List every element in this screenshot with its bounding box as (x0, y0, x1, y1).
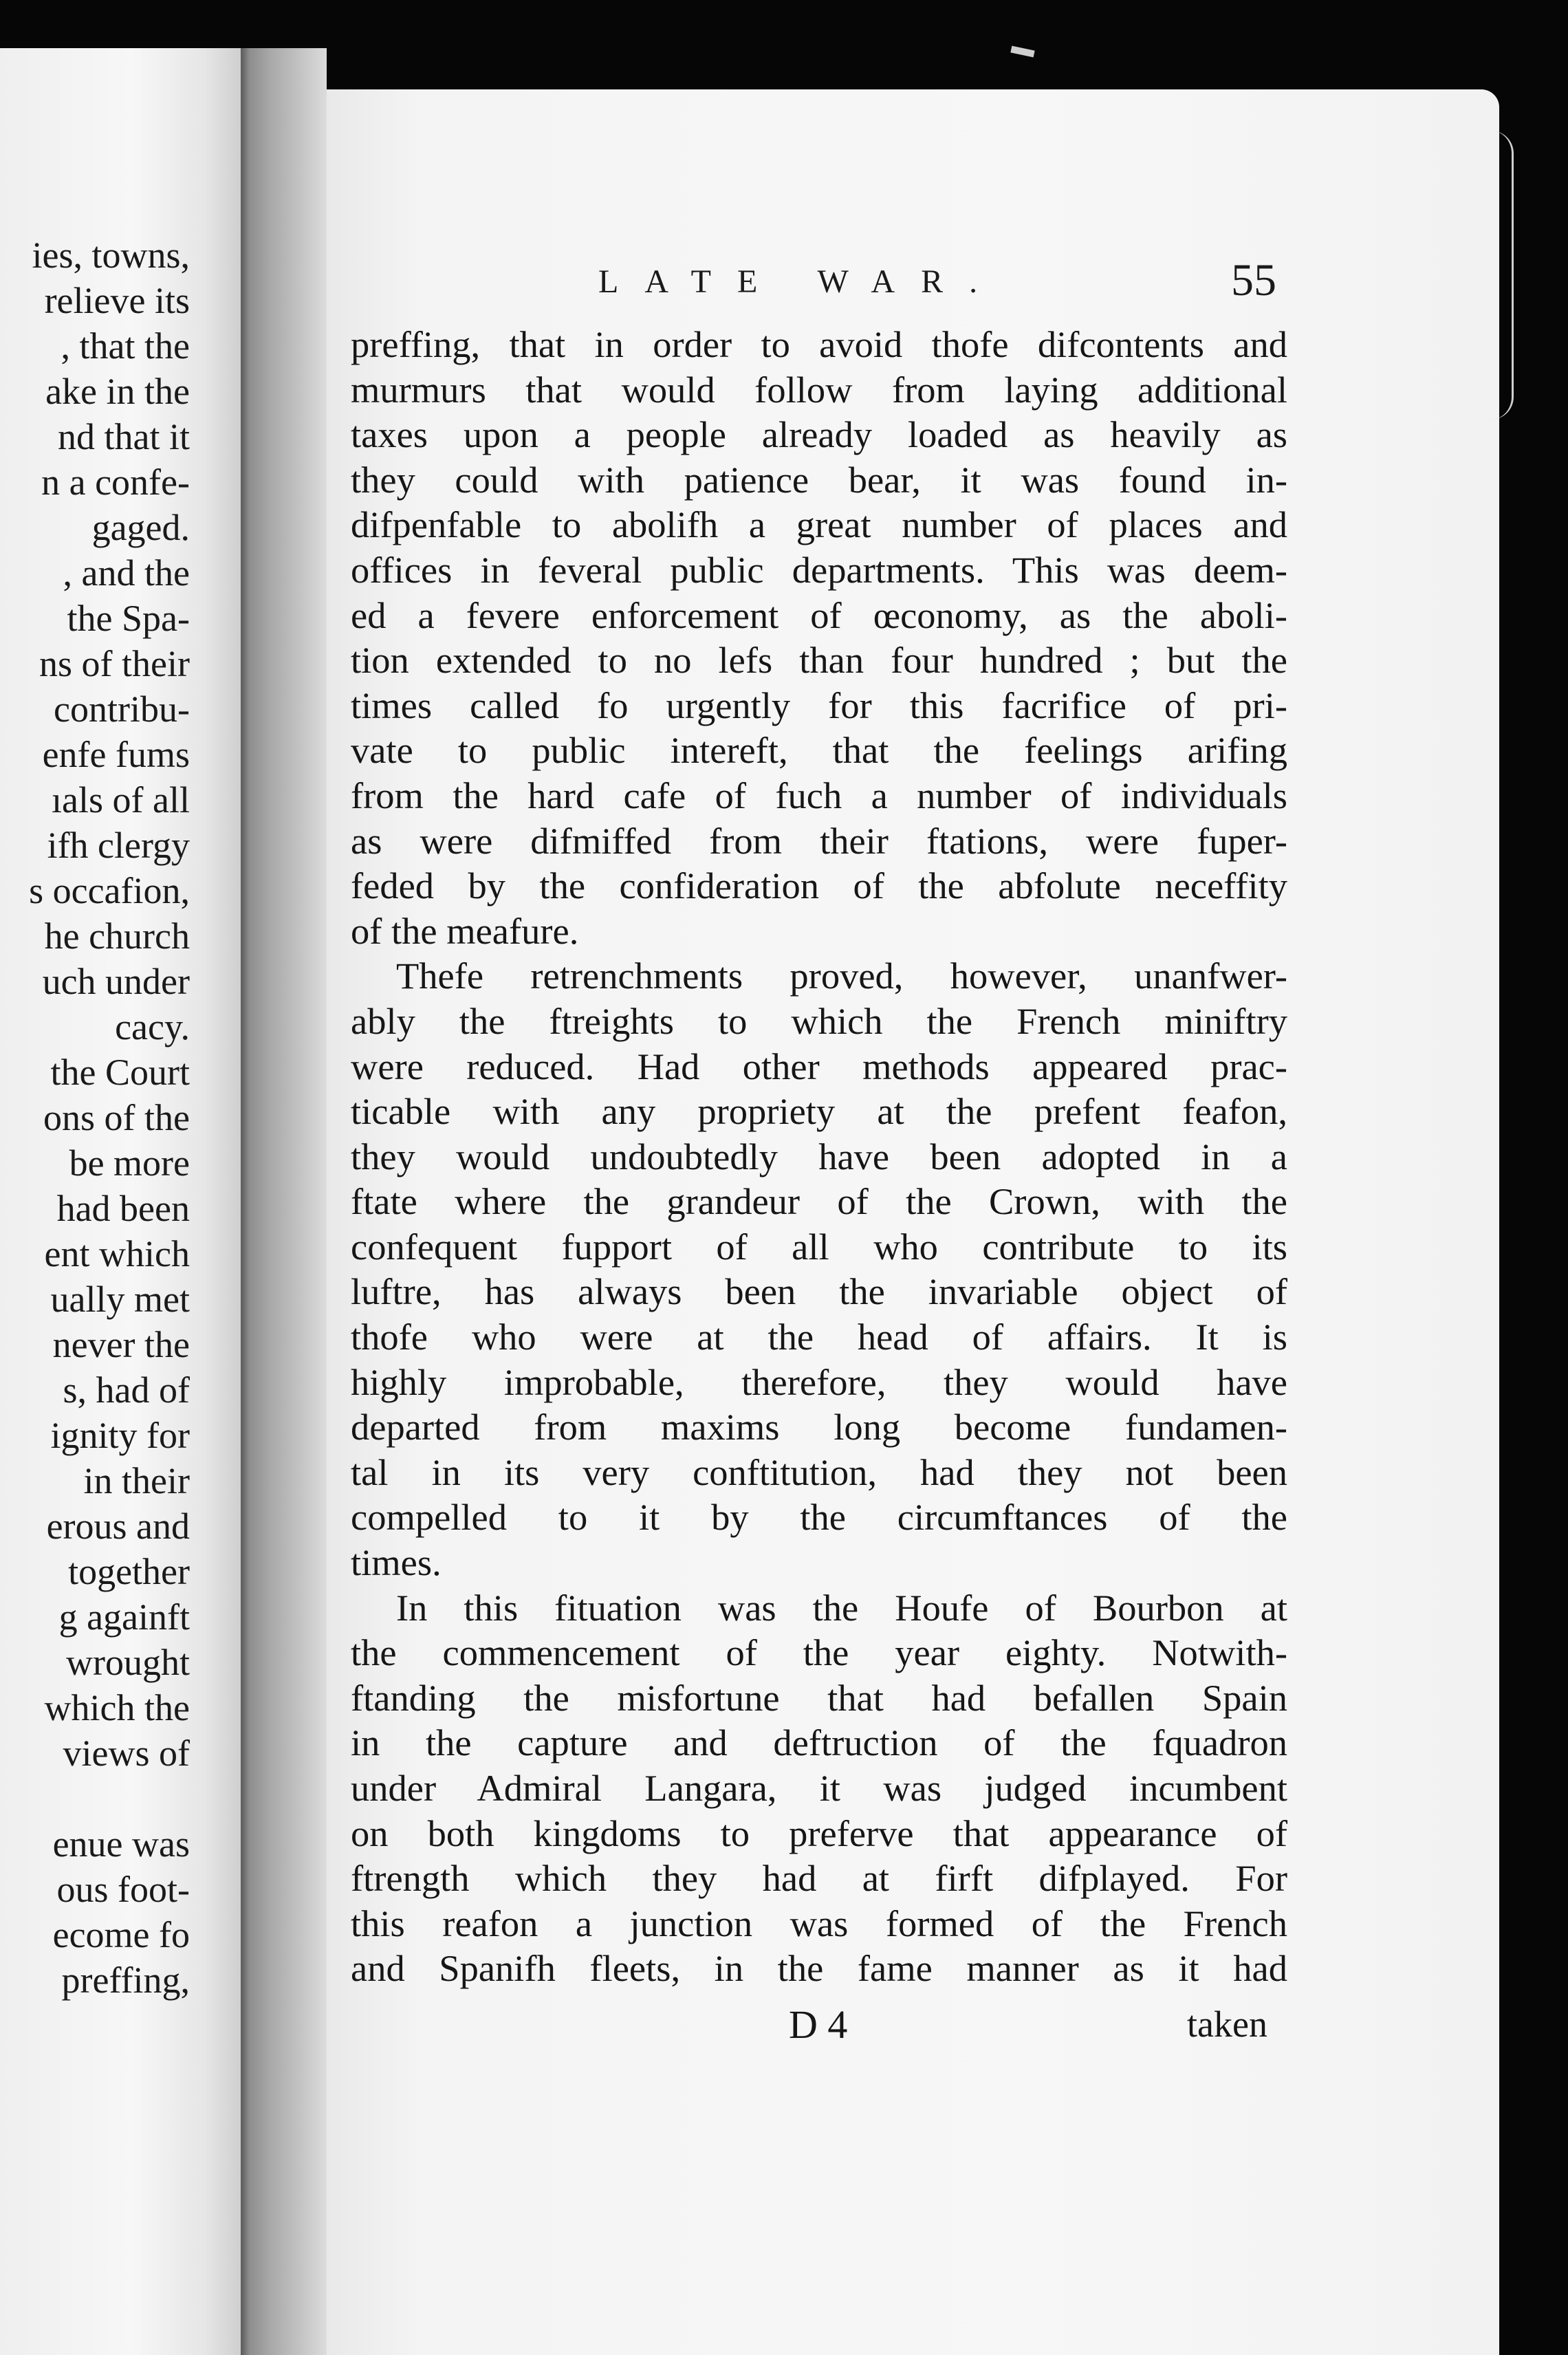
left-page-line: ies, towns, (32, 235, 190, 276)
text-line: ftanding the misfortune that had befallen Spain (351, 1676, 1287, 1719)
text-line: murmurs that would follow from laying additional (351, 368, 1287, 411)
text-line: departed from maxims long become fundamen- (351, 1406, 1287, 1448)
text-line: in the capture and deftruction of the fquadron (351, 1722, 1287, 1764)
catchword: taken (1187, 2004, 1267, 2045)
page-curl-edge (1491, 131, 1514, 420)
left-page-line: s, had of (63, 1369, 190, 1411)
running-head: LATE WAR. (598, 263, 1004, 300)
text-line: taxes upon a people already loaded as heavily as (351, 413, 1287, 456)
text-line: ticable with any propriety at the prefent feafon, (351, 1090, 1287, 1133)
text-line: vate to public intereft, that the feelings arifing (351, 729, 1287, 772)
text-line: thofe who were at the head of affairs. It is (351, 1316, 1287, 1358)
left-page-line: ns of their (39, 643, 190, 684)
left-page-line: s occafion, (29, 870, 190, 911)
body-text (351, 322, 1287, 1991)
page-number: 55 (1231, 255, 1276, 305)
left-page-line: ıals of all (52, 779, 190, 821)
left-page-line: never the (52, 1324, 190, 1365)
left-page-line: n a confe- (41, 462, 190, 503)
left-page-line: ually met (50, 1279, 190, 1320)
text-line: from the hard cafe of fuch a number of individuals (351, 774, 1287, 816)
left-page-line: relieve its (44, 280, 190, 321)
text-line: ftate where the grandeur of the Crown, with the (351, 1180, 1287, 1223)
text-line: times called fo urgently for this facrifice of pri- (351, 684, 1287, 726)
text-line: preffing, that in order to avoid thofe difcontents and (351, 323, 1287, 365)
text-line: times. (351, 1541, 442, 1584)
left-page-line: ecome fo (52, 1914, 190, 1955)
text-line: ftrength which they had at firft difplayed. For (351, 1857, 1287, 1900)
text-line: this reafon a junction was formed of the French (351, 1902, 1287, 1944)
left-page (0, 48, 241, 2355)
left-page-line: enue was (52, 1823, 190, 1865)
left-page-line: contribu- (54, 688, 190, 730)
text-line: of the meafure. (351, 909, 579, 952)
left-page-line: erous and (46, 1506, 190, 1547)
left-page-line: uch under (42, 961, 190, 1002)
text-line: confequent fupport of all who contribute to its (351, 1225, 1287, 1268)
left-page-line: ignity for (50, 1415, 190, 1456)
left-page-line: views of (63, 1733, 190, 1774)
text-line: Thefe retrenchments proved, however, unanfwer- (396, 955, 1287, 997)
left-page-line: , that the (61, 325, 190, 367)
text-line: and Spanifh fleets, in the fame manner as it had (351, 1947, 1287, 1990)
text-line: ably the ftreights to which the French miniftry (351, 999, 1287, 1042)
text-line: offices in feveral public departments. This was deem- (351, 548, 1287, 591)
left-page-line: g againft (58, 1596, 190, 1638)
left-page-line: ous foot- (56, 1869, 190, 1910)
text-line: the commencement of the year eighty. Notwith- (351, 1631, 1287, 1674)
left-page-line: he church (44, 915, 190, 957)
text-line: as were difmiffed from their ftations, were fuper- (351, 819, 1287, 862)
left-page-line: gaged. (91, 507, 190, 548)
left-page-line: be more (69, 1142, 190, 1184)
left-page-line: preffing, (61, 1960, 190, 2001)
text-line: difpenfable to abolifh a great number of places and (351, 503, 1287, 546)
left-page-line: cacy. (115, 1006, 190, 1048)
text-line: were reduced. Had other methods appeared prac- (351, 1045, 1287, 1087)
text-line: highly improbable, therefore, they would have (351, 1360, 1287, 1403)
signature-mark: D 4 (789, 2002, 848, 2047)
text-line: feded by the confideration of the abfolute neceffity (351, 865, 1287, 907)
left-page-line: which the (44, 1687, 190, 1728)
text-line: tion extended to no lefs than four hundred ; but the (351, 639, 1287, 682)
text-line: luftre, has always been the invariable object of (351, 1270, 1287, 1313)
left-page-line: ons of the (43, 1097, 190, 1138)
left-page-line: had been (56, 1188, 190, 1229)
book-gutter (241, 48, 327, 2355)
left-page-line: the Spa- (67, 598, 190, 639)
left-page-line: ifh clergy (47, 825, 190, 866)
left-page-line: ake in the (45, 371, 190, 412)
text-line: they could with patience bear, it was found in- (351, 458, 1287, 501)
left-page-line: together (68, 1551, 190, 1592)
text-line: they would undoubtedly have been adopted in a (351, 1135, 1287, 1178)
text-line: tal in its very conftitution, had they not been (351, 1451, 1287, 1493)
left-page-line: , and the (63, 552, 190, 594)
left-page-line: ent which (44, 1233, 190, 1274)
text-line: on both kingdoms to preferve that appearance of (351, 1812, 1287, 1854)
left-page-line: enfe fums (42, 734, 190, 775)
left-page-line: the Court (50, 1052, 190, 1093)
text-line: ed a fevere enforcement of œconomy, as the aboli- (351, 594, 1287, 636)
left-page-line: nd that it (58, 416, 190, 457)
text-line: under Admiral Langara, it was judged incumbent (351, 1767, 1287, 1809)
text-line: In this fituation was the Houfe of Bourbon at (396, 1586, 1287, 1629)
scan-mark (1010, 46, 1034, 58)
text-line: compelled to it by the circumftances of the (351, 1496, 1287, 1539)
left-page-line: in their (83, 1460, 190, 1501)
left-page-line: wrought (66, 1642, 190, 1683)
